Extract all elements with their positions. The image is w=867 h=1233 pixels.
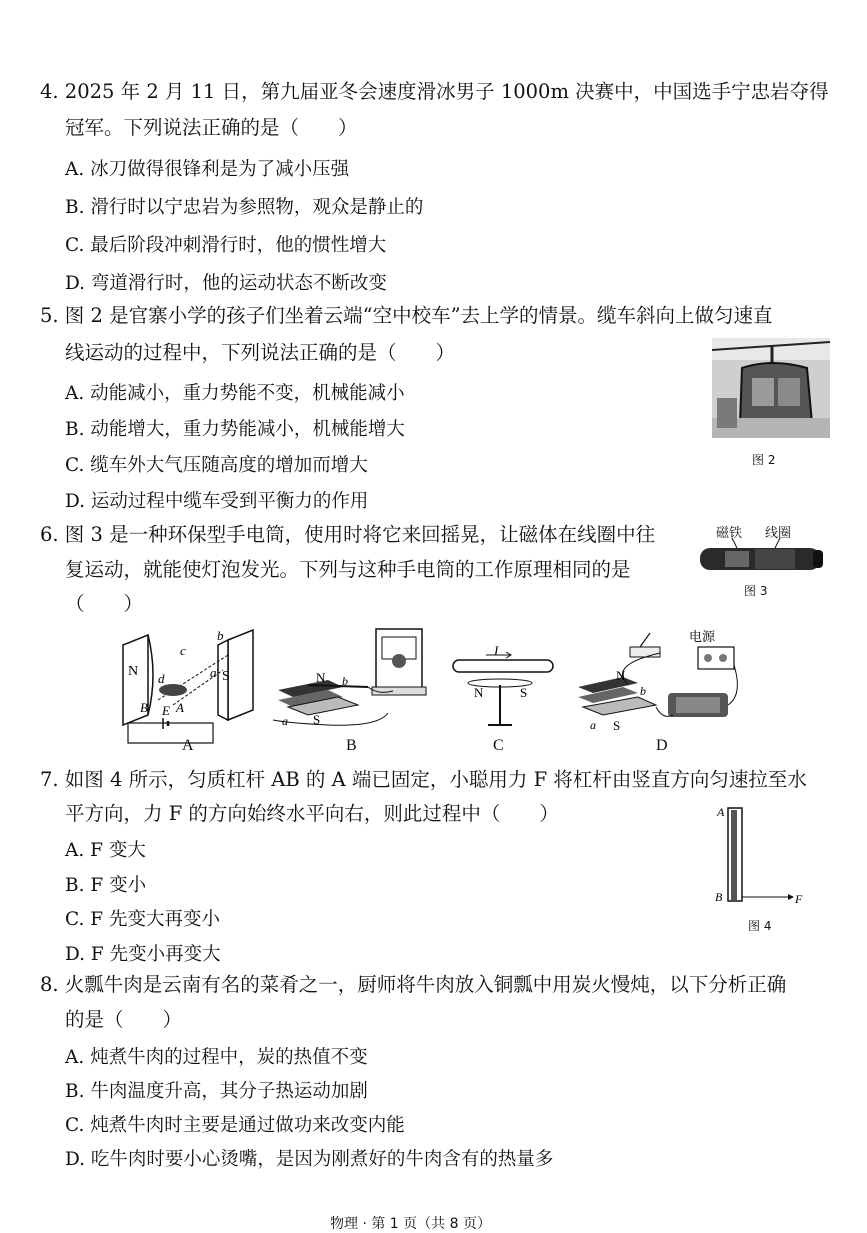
q5-option-a: A. 动能减小，重力势能不变，机械能减小 (65, 383, 405, 404)
diagram-d-power-label: 电源 (689, 629, 716, 644)
q5-option-d: D. 运动过程中缆车受到平衡力的作用 (65, 491, 369, 512)
diagram-d-motor-setup (568, 625, 743, 737)
diagram-b-n-label: N (316, 670, 326, 685)
diagram-d-b-label: b (640, 684, 646, 698)
diagram-b-a-label: a (282, 714, 288, 728)
diagram-d-a-label: a (590, 718, 596, 732)
figure-4-label-b: B (715, 890, 723, 904)
diagram-c-n-label: N (474, 685, 484, 700)
q5-option-c: C. 缆车外大气压随高度的增加而增大 (65, 455, 368, 476)
q8-option-a: A. 炖煮牛肉的过程中，炭的热值不变 (65, 1047, 368, 1068)
page-footer: 物理 · 第 1 页（共 8 页） (330, 1216, 491, 1232)
diagram-a-s-label: S (222, 669, 230, 684)
flashlight-image (695, 536, 830, 576)
figure-3-label-magnet: 磁铁 (716, 526, 743, 541)
choice-c-label: C (493, 737, 504, 754)
q7-option-d: D. F 先变小再变大 (65, 944, 221, 965)
q4-option-a: A. 冰刀做得很锋利是为了减小压强 (65, 159, 350, 180)
diagram-a-apoint-label: A (176, 700, 184, 715)
q5-line1: 5. 图 2 是官寨小学的孩子们坐着云端“空中校车”去上学的情景。缆车斜向上做匀速直 (40, 304, 773, 327)
q4-line1: 4. 2025 年 2 月 11 日，第九届亚冬会速度滑冰男子 1000m 决赛中，中国选手宁忠岩夺得 (40, 80, 829, 103)
diagram-a-bpoint-label: B (140, 700, 148, 715)
q7-option-b: B. F 变小 (65, 875, 147, 896)
diagram-c-oersted-setup (448, 645, 558, 730)
figure-4-caption: 图 4 (748, 919, 772, 933)
diagram-a-d-label: d (158, 671, 165, 686)
q6-line2: 复运动，就能使灯泡发光。下列与这种手电筒的工作原理相同的是 (65, 558, 631, 581)
diagram-a-n-label: N (128, 664, 139, 679)
q7-option-a: A. F 变大 (65, 840, 146, 861)
q4-line2: 冠军。下列说法正确的是（ ） (65, 116, 358, 139)
diagram-d-n-label: N (616, 668, 626, 683)
choice-d-label: D (656, 737, 668, 754)
figure-4-lever-diagram (712, 800, 812, 910)
diagram-a-e-label: E (162, 703, 170, 718)
q6-line3: （ ） (65, 592, 144, 615)
choice-a-label: A (182, 737, 194, 754)
q8-line1: 8. 火瓢牛肉是云南有名的菜肴之一，厨师将牛肉放入铜瓢中用炭火慢炖，以下分析正确 (40, 973, 787, 996)
cable-car-photo (712, 338, 830, 438)
diagram-b-s-label: S (313, 712, 321, 727)
q8-option-b: B. 牛肉温度升高，其分子热运动加剧 (65, 1081, 368, 1102)
q6-line1: 6. 图 3 是一种环保型手电筒，使用时将它来回摇晃，让磁体在线圈中往 (40, 523, 656, 546)
figure-3-label-coil: 线圈 (765, 526, 792, 541)
q4-option-d: D. 弯道滑行时，他的运动状态不断改变 (65, 273, 387, 294)
diagram-b-galvanometer-setup (268, 625, 433, 735)
diagram-a-c-label: c (180, 643, 186, 658)
diagram-a-a-label: a (210, 665, 217, 680)
figure-3-caption: 图 3 (744, 584, 768, 598)
q4-option-c: C. 最后阶段冲刺滑行时，他的惯性增大 (65, 235, 387, 256)
q5-line2: 线运动的过程中，下列说法正确的是（ ） (65, 341, 456, 364)
diagram-c-s-label: S (520, 685, 528, 700)
choice-b-label: B (346, 737, 357, 754)
q7-option-c: C. F 先变大再变小 (65, 909, 220, 930)
diagram-b-b-label: b (342, 674, 348, 688)
figure-4-label-f: F (795, 892, 803, 906)
q7-line1: 7. 如图 4 所示，匀质杠杆 AB 的 A 端已固定，小聪用力 F 将杠杆由竖直方向匀速拉至水 (40, 768, 807, 791)
figure-2-caption: 图 2 (752, 453, 776, 467)
q8-option-c: C. 炖煮牛肉时主要是通过做功来改变内能 (65, 1115, 405, 1136)
q7-line2: 平方向，力 F 的方向始终水平向右，则此过程中（ ） (65, 802, 559, 825)
q8-line2: 的是（ ） (65, 1008, 183, 1031)
diagram-d-s-label: S (613, 718, 621, 733)
q5-option-b: B. 动能增大，重力势能减小，机械能增大 (65, 419, 405, 440)
diagram-a-b-label: b (217, 628, 224, 643)
q4-option-b: B. 滑行时以宁忠岩为参照物，观众是静止的 (65, 197, 424, 218)
q8-option-d: D. 吃牛肉时要小心烫嘴，是因为刚煮好的牛肉含有的热量多 (65, 1149, 554, 1170)
diagram-a-generator-setup (118, 625, 258, 745)
figure-4-label-a: A (717, 805, 725, 819)
diagram-c-i-label: I (494, 645, 499, 658)
